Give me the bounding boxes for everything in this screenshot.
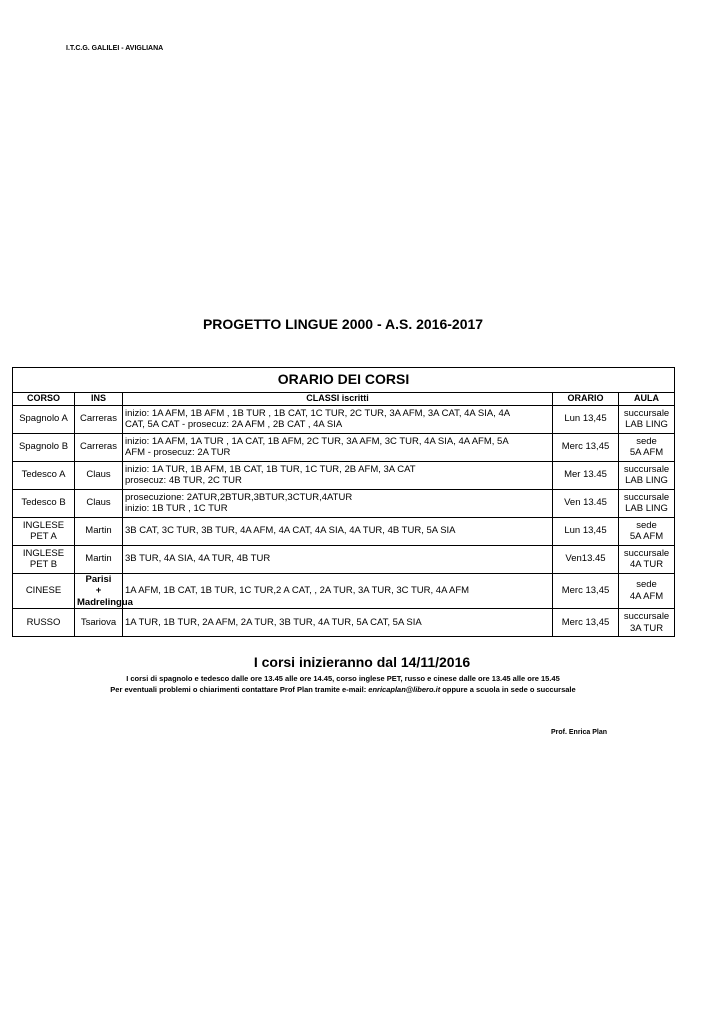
cell-aula-line: 3A TUR bbox=[629, 622, 664, 634]
cell-aula bbox=[619, 609, 675, 637]
cell-ins-line: Carreras bbox=[80, 413, 117, 425]
cell-aula-line: succursale bbox=[623, 407, 670, 419]
cell-corso-line: INGLESE bbox=[22, 547, 65, 559]
cell-classi-line: prosecuzione: 2ATUR,2BTUR,3BTUR,3CTUR,4ATUR bbox=[125, 491, 353, 503]
cell-corso bbox=[13, 545, 75, 573]
cell-orario bbox=[553, 433, 619, 461]
cell-orario bbox=[553, 489, 619, 517]
cell-classi bbox=[123, 489, 553, 517]
cell-ins bbox=[75, 433, 123, 461]
cell-orario bbox=[553, 405, 619, 433]
cell-corso-line: PET A bbox=[30, 531, 57, 542]
cell-aula bbox=[619, 433, 675, 461]
cell-corso bbox=[13, 405, 75, 433]
cell-classi-line: 1A TUR, 1B TUR, 2A AFM, 2A TUR, 3B TUR, 4A TUR, 5A CAT, 5A SIA bbox=[125, 616, 422, 628]
cell-ins-line: Claus bbox=[86, 469, 111, 481]
table-row bbox=[13, 609, 675, 637]
cell-ins-line: Claus bbox=[86, 497, 111, 509]
signature: Prof. Enrica Plan bbox=[551, 729, 608, 736]
cell-aula bbox=[619, 489, 675, 517]
cell-ins-line: Parisi bbox=[85, 573, 112, 585]
cell-ins-line: Martin bbox=[85, 525, 112, 537]
table-row bbox=[13, 545, 675, 573]
cell-corso bbox=[13, 433, 75, 461]
header-classi: CLASSI iscritti bbox=[123, 393, 553, 406]
page-title: PROGETTO LINGUE 2000 - A.S. 2016-2017 bbox=[202, 316, 484, 332]
header-ins: INS bbox=[75, 393, 123, 406]
cell-aula-line: 4A AFM bbox=[629, 590, 664, 602]
cell-ins-line: Madrelingua bbox=[77, 596, 133, 608]
cell-corso bbox=[13, 489, 75, 517]
cell-aula-line: sede bbox=[636, 519, 657, 531]
cell-orario-line: Merc 13,45 bbox=[561, 616, 610, 628]
cell-aula bbox=[619, 461, 675, 489]
cell-orario-line: Merc 13,45 bbox=[561, 585, 610, 596]
cell-ins-line: Carreras bbox=[80, 441, 117, 453]
header-aula: AULA bbox=[619, 393, 675, 406]
cell-aula-line: LAB LING bbox=[625, 475, 668, 486]
cell-corso bbox=[13, 517, 75, 545]
cell-ins bbox=[75, 461, 123, 489]
cell-classi-line: 3B TUR, 4A SIA, 4A TUR, 4B TUR bbox=[125, 553, 271, 565]
cell-classi-line: inizio: 1A TUR, 1B AFM, 1B CAT, 1B TUR, 1C TUR, 2B AFM, 3A CAT bbox=[125, 463, 416, 475]
cell-classi-line: CAT, 5A CAT - prosecuz: 2A AFM , 2B CAT , 4A SIA bbox=[125, 419, 343, 430]
cell-classi-line: inizio: 1A AFM, 1A TUR , 1A CAT, 1B AFM, 2C TUR, 3A AFM, 3C TUR, 4A SIA, 4A AFM, 5A bbox=[125, 435, 509, 447]
cell-orario-line: Lun 13,45 bbox=[564, 413, 607, 425]
cell-orario bbox=[553, 609, 619, 637]
cell-orario bbox=[553, 517, 619, 545]
cell-classi bbox=[123, 405, 553, 433]
cell-corso-line: Tedesco B bbox=[21, 497, 66, 509]
table-caption: ORARIO DEI CORSI bbox=[13, 368, 675, 393]
cell-corso-line: Tedesco A bbox=[21, 469, 66, 481]
cell-corso-line: RUSSO bbox=[26, 616, 61, 628]
cell-classi-line: AFM - prosecuz: 2A TUR bbox=[125, 447, 231, 458]
cell-classi-line: inizio: 1A AFM, 1B AFM , 1B TUR , 1B CAT, 1C TUR, 2C TUR, 3A AFM, 3A CAT, 4A SIA, 4A bbox=[125, 407, 511, 419]
cell-ins bbox=[75, 405, 123, 433]
cell-aula-line: 5A AFM bbox=[629, 531, 664, 542]
cell-aula-line: LAB LING bbox=[625, 419, 668, 430]
cell-classi bbox=[123, 433, 553, 461]
table-row bbox=[13, 433, 675, 461]
cell-corso bbox=[13, 573, 75, 609]
cell-classi bbox=[123, 461, 553, 489]
cell-classi-line: inizio: 1B TUR , 1C TUR bbox=[125, 503, 228, 514]
table-row bbox=[13, 405, 675, 433]
cell-orario-line: Ven 13.45 bbox=[564, 497, 607, 509]
cell-classi bbox=[123, 609, 553, 637]
cell-classi-line: 1A AFM, 1B CAT, 1B TUR, 1C TUR,2 A CAT, , 2A TUR, 3A TUR, 3C TUR, 4A AFM bbox=[125, 585, 470, 596]
cell-ins bbox=[75, 573, 133, 609]
cell-orario-line: Lun 13,45 bbox=[564, 525, 607, 537]
cell-ins-line: Tsariova bbox=[80, 616, 117, 628]
cell-orario bbox=[553, 461, 619, 489]
schedule-table bbox=[12, 367, 675, 637]
cell-classi-line: prosecuz: 4B TUR, 2C TUR bbox=[125, 475, 242, 486]
cell-aula-line: LAB LING bbox=[625, 503, 668, 514]
contact-text: Per eventuali problemi o chiarimenti contattare Prof Plan tramite e-mail: bbox=[110, 685, 369, 694]
cell-classi bbox=[123, 573, 553, 609]
cell-corso-line: PET B bbox=[29, 559, 58, 570]
cell-aula-line: sede bbox=[636, 435, 657, 447]
cell-classi bbox=[123, 517, 553, 545]
cell-orario-line: Merc 13,45 bbox=[561, 441, 610, 453]
contact-text-after: oppure a scuola in sede o succursale bbox=[440, 685, 576, 694]
cell-orario bbox=[553, 545, 619, 573]
header-orario: ORARIO bbox=[553, 393, 619, 406]
cell-classi-line: 3B CAT, 3C TUR, 3B TUR, 4A AFM, 4A CAT, 4A SIA, 4A TUR, 4B TUR, 5A SIA bbox=[125, 525, 456, 537]
table-row bbox=[13, 517, 675, 545]
cell-aula-line: 4A TUR bbox=[629, 559, 664, 570]
cell-aula bbox=[619, 517, 675, 545]
contact-email: enricaplan@libero.it bbox=[368, 685, 441, 694]
contact-note bbox=[0, 685, 686, 694]
table-row bbox=[13, 573, 675, 609]
cell-corso-line: Spagnolo A bbox=[19, 413, 68, 425]
cell-aula-line: succursale bbox=[623, 547, 670, 559]
cell-aula bbox=[619, 405, 675, 433]
table-header-row bbox=[13, 393, 675, 406]
cell-aula-line: succursale bbox=[623, 491, 670, 503]
cell-orario bbox=[553, 573, 619, 609]
start-notice: I corsi inizieranno dal 14/11/2016 bbox=[253, 654, 471, 670]
cell-ins-line: Martin bbox=[85, 553, 112, 565]
school-header: I.T.C.G. GALILEI - AVIGLIANA bbox=[66, 45, 164, 52]
cell-classi bbox=[123, 545, 553, 573]
cell-aula-line: succursale bbox=[623, 611, 670, 622]
schedule-note: I corsi di spagnolo e tedesco dalle ore 13.45 alle ore 14.45, corso inglese PET, russo e cinese dalle ore 13.45 alle ore 15.45 bbox=[126, 674, 560, 683]
cell-corso-line: Spagnolo B bbox=[18, 441, 69, 453]
table-row bbox=[13, 489, 675, 517]
cell-corso-line: CINESE bbox=[25, 585, 62, 596]
cell-corso-line: INGLESE bbox=[22, 519, 65, 531]
header-corso: CORSO bbox=[13, 393, 75, 406]
cell-ins-line: + bbox=[95, 585, 102, 596]
cell-aula bbox=[619, 545, 675, 573]
cell-ins bbox=[75, 609, 123, 637]
cell-ins bbox=[75, 545, 123, 573]
cell-corso bbox=[13, 609, 75, 637]
table-row bbox=[13, 461, 675, 489]
cell-aula-line: succursale bbox=[623, 463, 670, 475]
cell-ins bbox=[75, 517, 123, 545]
cell-aula bbox=[619, 573, 675, 609]
cell-orario-line: Mer 13.45 bbox=[564, 469, 607, 481]
cell-aula-line: sede bbox=[636, 579, 657, 591]
cell-orario-line: Ven13.45 bbox=[565, 553, 606, 565]
cell-aula-line: 5A AFM bbox=[629, 447, 664, 458]
cell-ins bbox=[75, 489, 123, 517]
cell-corso bbox=[13, 461, 75, 489]
